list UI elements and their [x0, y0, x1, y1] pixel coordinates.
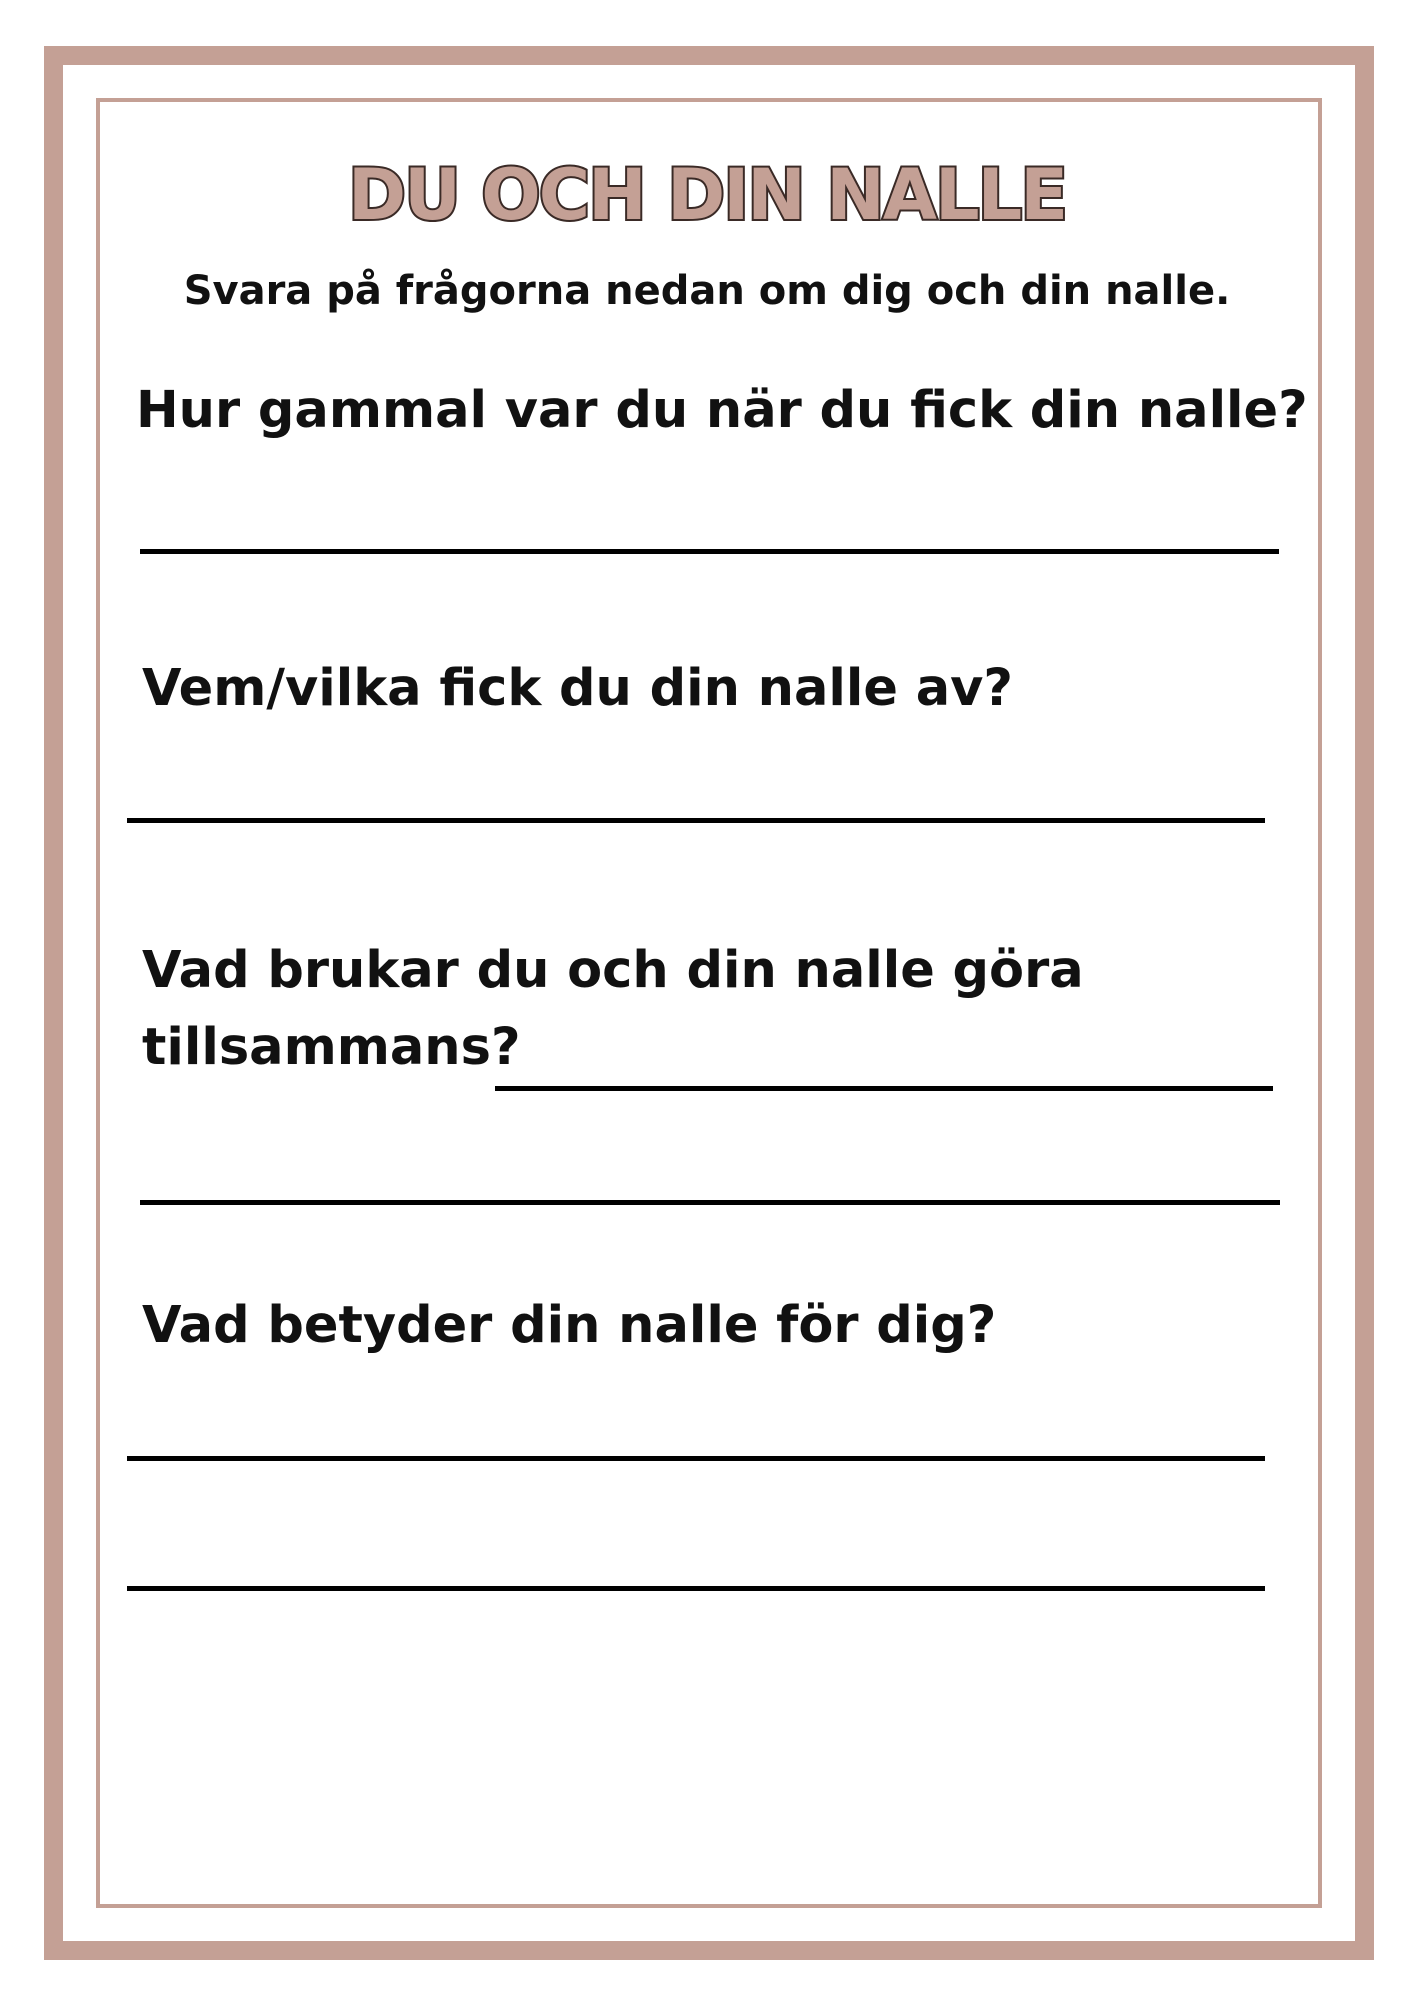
question-4-answer-line-1[interactable]	[127, 1456, 1265, 1461]
question-4-text: Vad betyder din nalle för dig?	[142, 1296, 997, 1355]
instructions-text: Svara på frågorna nedan om dig och din nalle.	[183, 268, 1231, 314]
question-3-answer-line[interactable]	[140, 1200, 1280, 1205]
question-1-answer-line[interactable]	[140, 549, 1279, 554]
page-title: DU OCH DIN NALLE	[347, 154, 1067, 236]
question-2-answer-line[interactable]	[127, 818, 1265, 823]
question-1-text: Hur gammal var du när du fick din nalle?	[136, 381, 1308, 440]
question-3-text-continued: tillsammans?	[142, 1018, 521, 1077]
question-3-answer-line-inline[interactable]	[495, 1086, 1273, 1091]
question-3-text: Vad brukar du och din nalle göra	[142, 941, 1084, 1000]
question-2-text: Vem/vilka fick du din nalle av?	[142, 659, 1013, 718]
question-4-answer-line-2[interactable]	[127, 1586, 1265, 1591]
